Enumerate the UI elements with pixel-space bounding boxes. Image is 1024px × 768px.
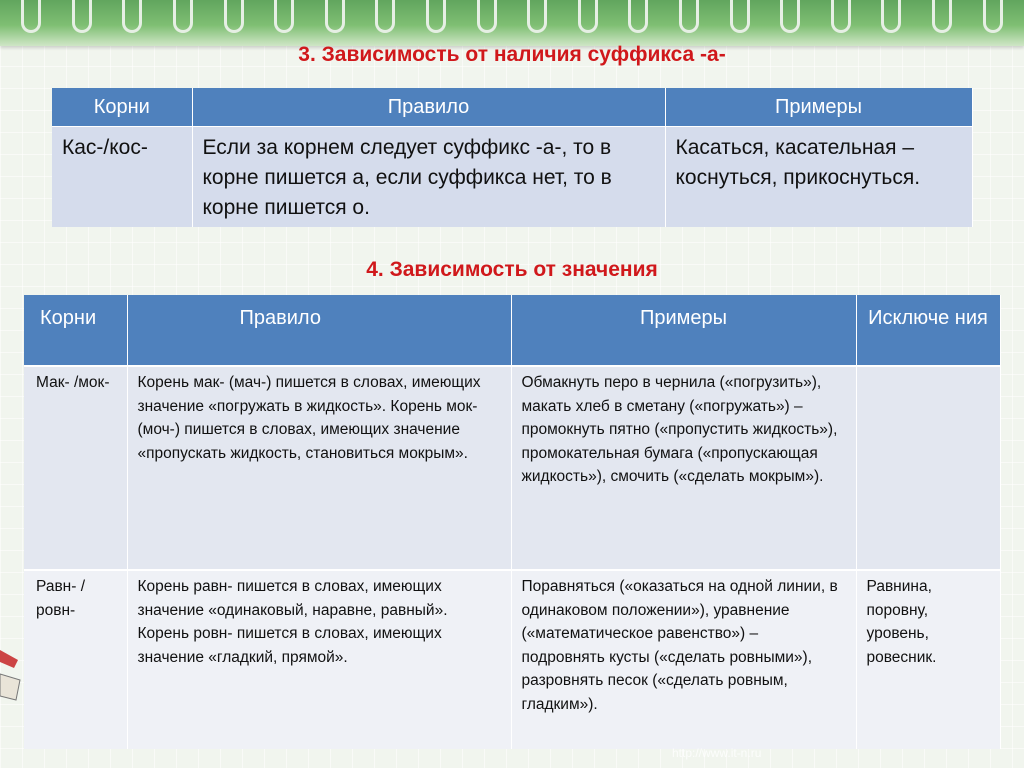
ring-icon [122, 0, 142, 33]
watermark: http://www.it-n.ru [672, 746, 762, 760]
header-rule: Правило [127, 295, 511, 366]
rule-cell: Если за корнем следует суффикс -а-, то в корне пишется а, если суффикса нет, то в корне пишется о. [192, 127, 665, 228]
table-row [24, 570, 1000, 749]
ring-icon [628, 0, 648, 33]
meaning-table [24, 295, 1001, 749]
table-header-row [52, 88, 972, 127]
table-row [52, 127, 972, 228]
ring-icon [527, 0, 547, 33]
examples-cell: Поравняться («оказаться на одной линии, в одинаковом положении»), уравнение («математическое равенство») – подровнять кусты («сделать ровными»), разровнять песок («сделать ровным, гладким»). [511, 570, 856, 749]
ring-icon [578, 0, 598, 33]
binder-rings [0, 0, 1024, 46]
table-row [24, 366, 1000, 570]
exceptions-cell [856, 366, 1000, 570]
rule-cell: Корень мак- (мач-) пишется в словах, имеющих значение «погружать в жидкость». Корень мок- (моч-) пишется в словах, имеющих значение «пропускать жидкость, становиться мокрым». [127, 366, 511, 570]
notebook-banner [0, 0, 1024, 46]
ring-icon [375, 0, 395, 33]
header-examples: Примеры [511, 295, 856, 366]
header-exceptions: Исключе ния [856, 295, 1000, 366]
ring-icon [932, 0, 952, 33]
header-roots: Корни [24, 295, 127, 366]
section3-title: 3. Зависимость от наличия суффикса -а- [298, 43, 726, 66]
ring-icon [21, 0, 41, 33]
ring-icon [274, 0, 294, 33]
examples-cell: Касаться, касательная – коснуться, прикоснуться. [665, 127, 972, 228]
examples-cell: Обмакнуть перо в чернила («погрузить»), макать хлеб в сметану («погружать») – промокнуть пятно («пропустить жидкость»), промокательная бумага («пропускающая жидкость»), смочить («сделать мокрым»). [511, 366, 856, 570]
section4-title: 4. Зависимость от значения [366, 258, 658, 281]
ring-icon [780, 0, 800, 33]
ring-icon [325, 0, 345, 33]
root-cell: Равн- /ровн- [24, 570, 127, 749]
ring-icon [426, 0, 446, 33]
ring-icon [881, 0, 901, 33]
ring-icon [831, 0, 851, 33]
ring-icon [477, 0, 497, 33]
ring-icon [224, 0, 244, 33]
pencil-decoration-icon [0, 640, 22, 720]
header-roots: Корни [52, 88, 192, 127]
root-cell: Кас-/кос- [52, 127, 192, 228]
rule-cell: Корень равн- пишется в словах, имеющих значение «одинаковый, наравне, равный». Корень ровн- пишется в словах, имеющих значение «гладкий, прямой». [127, 570, 511, 749]
ring-icon [730, 0, 750, 33]
header-rule: Правило [192, 88, 665, 127]
ring-icon [983, 0, 1003, 33]
header-examples: Примеры [665, 88, 972, 127]
exceptions-cell: Равнина, поровну, уровень, ровесник. [856, 570, 1000, 749]
table-header-row [24, 295, 1000, 366]
ring-icon [72, 0, 92, 33]
suffix-table [52, 88, 973, 227]
ring-icon [679, 0, 699, 33]
root-cell: Мак- /мок- [24, 366, 127, 570]
ring-icon [173, 0, 193, 33]
